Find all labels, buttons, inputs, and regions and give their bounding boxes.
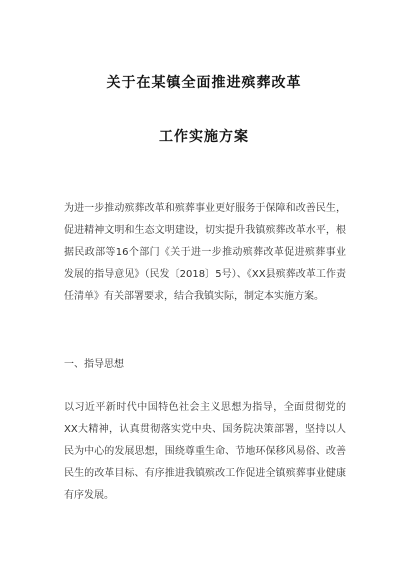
document-title-line-1: 关于在某镇全面推进殡葬改革 xyxy=(106,75,302,91)
section-paragraph-guiding-ideology: 以习近平新时代中国特色社会主义思想为指导，全面贯彻党的XX大精神，认真贯彻落实党中央、国务院决策部署，坚持以人民为中心的发展思想，围绕尊重生命、节地环保移风易俗、改善民生的改革目标、有序推进我镇殡改工作促进全镇殡葬事业健康有序发展。 xyxy=(64,402,346,501)
section-heading-guiding-ideology: 一、指导思想 xyxy=(64,359,124,370)
document-title-line-2: 工作实施方案 xyxy=(159,129,249,145)
intro-paragraph: 为进一步推动殡葬改革和殡葬事业更好服务于保障和改善民生，促进精神文明和生态文明建设，切实提升我镇殡葬改革水平，根据民政部等16个部门《关于进一步推动殡葬改革促进殡葬事业发展的指导意见》（民发〔2018〕5号）、《XX县殡葬改革工作责任清单》有关部署要求，结合我镇实际，制定本实施方案。 xyxy=(64,203,346,302)
